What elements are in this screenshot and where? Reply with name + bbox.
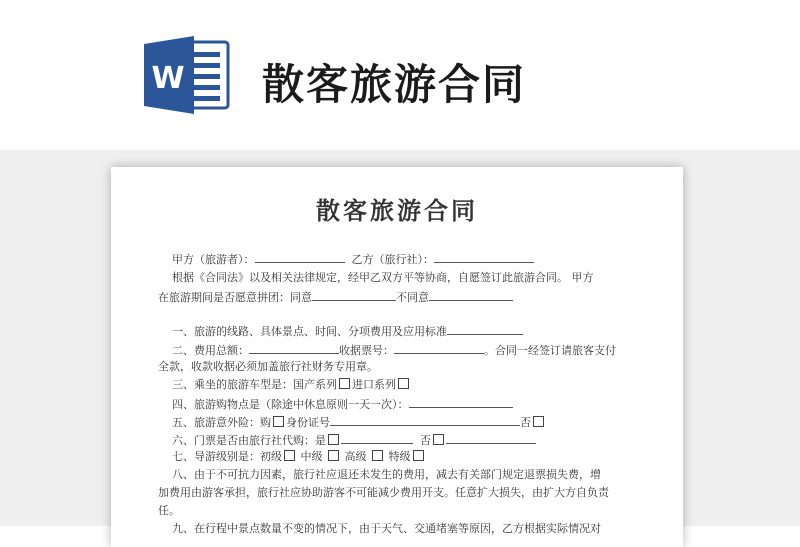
intro-line-1: 根据《合同法》以及相关法律规定，经甲乙双方平等协商，自愿签订此旅游合同。 甲方 bbox=[172, 271, 594, 284]
item-3-import: 进口系列 bbox=[352, 378, 396, 391]
item-7-top: 特级 bbox=[388, 450, 411, 463]
item-2 bbox=[172, 342, 657, 358]
senior-checkbox[interactable] bbox=[372, 450, 383, 461]
item-6 bbox=[172, 432, 657, 448]
item-4-text: 四、旅游购物点是（除途中休息原则一天一次）： bbox=[172, 398, 409, 411]
ticket-no-checkbox[interactable] bbox=[433, 434, 444, 445]
import-checkbox[interactable] bbox=[398, 378, 409, 389]
intro-line-2 bbox=[158, 289, 643, 305]
disagree-blank bbox=[429, 289, 513, 301]
item-2-label: 二、费用总额： bbox=[172, 344, 249, 357]
item-7 bbox=[172, 450, 657, 464]
item-2-cont: 全款，收款收据必须加盖旅行社财务专用章。 bbox=[158, 360, 378, 373]
item-9: 九、在行程中景点数量不变的情况下，由于天气、交通堵塞等原因，乙方根据实际情况对 bbox=[172, 522, 601, 535]
item-7-high: 高级 bbox=[344, 450, 367, 463]
item-5-label: 五、旅游意外险：购 bbox=[172, 416, 271, 429]
domestic-checkbox[interactable] bbox=[339, 378, 350, 389]
header-title: 散客旅游合同 bbox=[262, 60, 527, 109]
item-4-blank bbox=[409, 396, 513, 408]
total-blank bbox=[249, 342, 339, 354]
item-6-no: 否 bbox=[420, 434, 431, 447]
party-b-blank bbox=[434, 251, 534, 263]
ticket-yes-blank bbox=[341, 432, 413, 444]
insurance-no-checkbox[interactable] bbox=[533, 416, 544, 427]
item-7-label: 七、导游级别是：初级 bbox=[172, 450, 282, 463]
ticket-yes-checkbox[interactable] bbox=[328, 434, 339, 445]
ticket-no-blank bbox=[446, 432, 536, 444]
middle-checkbox[interactable] bbox=[328, 450, 339, 461]
item-6-label: 六、门票是否由旅行社代购：是 bbox=[172, 434, 326, 447]
document-title: 散客旅游合同 bbox=[316, 196, 478, 225]
insurance-checkbox[interactable] bbox=[273, 416, 284, 427]
item-2-receipt: 收据票号： bbox=[339, 344, 394, 357]
item-8-line-1: 八、由于不可抗力因素，旅行社应退还未发生的费用，减去有关部门规定退票损失费，增 bbox=[172, 468, 601, 481]
intro-2-disagree: 不同意 bbox=[396, 291, 429, 304]
document-page bbox=[111, 167, 683, 547]
item-1 bbox=[172, 323, 657, 339]
item-5-id: 身份证号 bbox=[286, 416, 330, 429]
item-5-no: 否 bbox=[520, 416, 531, 429]
item-3 bbox=[172, 378, 657, 392]
item-5 bbox=[172, 414, 657, 430]
item-1-blank bbox=[447, 323, 523, 335]
id-blank bbox=[330, 414, 520, 426]
special-checkbox[interactable] bbox=[413, 450, 424, 461]
item-2-note: 。合同一经签订请旅客支付 bbox=[484, 344, 616, 357]
party-a-label: 甲方（旅游者）： bbox=[172, 253, 255, 266]
item-3-domestic: 三、乘坐的旅游车型是：国产系列 bbox=[172, 378, 337, 391]
agree-blank bbox=[312, 289, 396, 301]
item-1-text: 一、旅游的线路、具体景点、时间、分项费用及应用标准 bbox=[172, 325, 447, 338]
intro-2-text: 在旅游期间是否愿意拼团：同意 bbox=[158, 291, 312, 304]
junior-checkbox[interactable] bbox=[284, 450, 295, 461]
receipt-blank bbox=[394, 342, 484, 354]
party-b-label: 乙方（旅行社）： bbox=[351, 253, 434, 266]
party-a-blank bbox=[255, 251, 345, 263]
item-7-mid: 中级 bbox=[300, 450, 323, 463]
word-icon bbox=[142, 36, 232, 114]
item-8-line-2: 加费用由游客承担，旅行社应协助游客不可能减少费用开支。任意扩大损失，由扩大方自负责 bbox=[158, 486, 609, 499]
svg-text:W: W bbox=[151, 61, 185, 96]
item-8-line-3: 任。 bbox=[158, 504, 180, 517]
party-line bbox=[172, 251, 657, 267]
item-4 bbox=[172, 396, 657, 412]
